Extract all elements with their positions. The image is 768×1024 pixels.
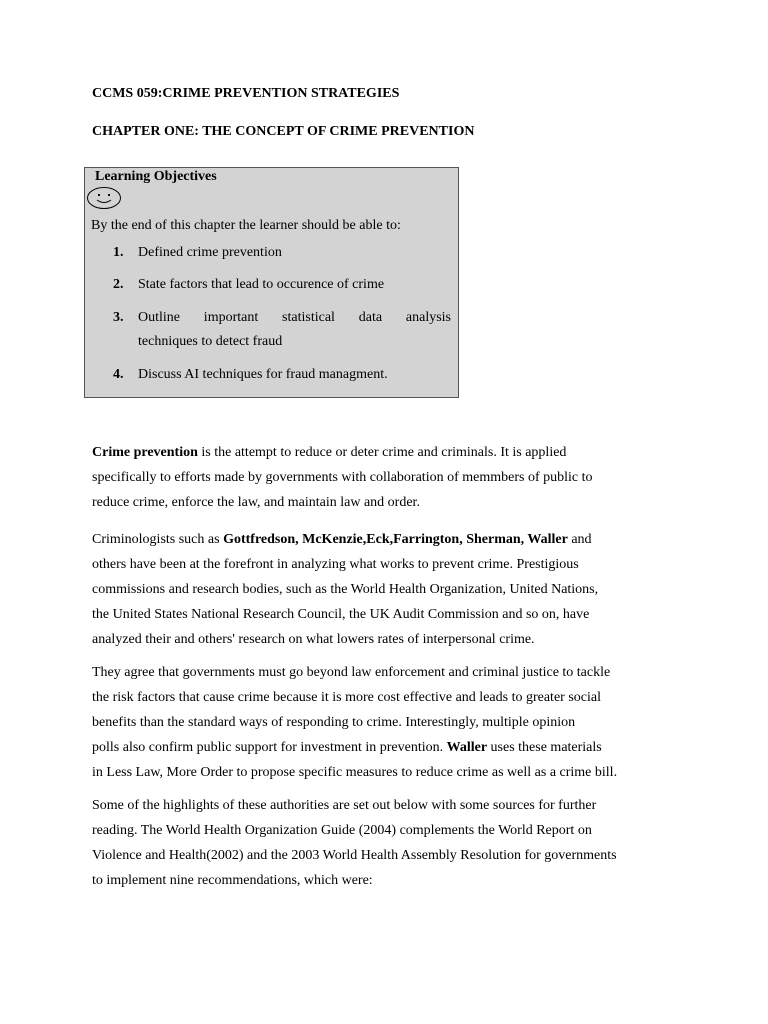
text-line: the United States National Research Council, the UK Audit Commission and so on, have: [92, 607, 590, 622]
text-line: others have been at the forefront in analyzing what works to prevent crime. Prestigious: [92, 557, 579, 572]
text-line: analyzed their and others' research on what lowers rates of interpersonal crime.: [92, 632, 535, 647]
paragraph-highlights: [92, 793, 617, 893]
objective-number: 3.: [113, 310, 124, 325]
text-line: Violence and Health(2002) and the 2003 World Health Assembly Resolution for governments: [92, 848, 617, 863]
text-line: Criminologists such as: [92, 532, 224, 547]
text-line: reading. The World Health Organization Guide (2004) complements the World Report on: [92, 823, 592, 838]
text-line: is the attempt to reduce or deter crime and criminals. It is applied: [197, 445, 567, 460]
bold-term: Crime prevention: [92, 445, 198, 460]
bold-name: Waller: [446, 740, 488, 755]
objective-item: [113, 241, 451, 265]
paragraph-crime-prevention: [92, 440, 593, 515]
objective-item: [113, 306, 451, 354]
objective-number: 2.: [113, 277, 124, 292]
text-line: to implement nine recommendations, which were:: [92, 873, 373, 888]
text-line: the risk factors that cause crime because it is more cost effective and leads to greater social: [92, 690, 601, 705]
text-line: benefits than the standard ways of responding to crime. Interestingly, multiple opinion: [92, 715, 576, 730]
objective-text: techniques to detect fraud: [138, 334, 283, 349]
text-line: reduce crime, enforce the law, and maintain law and order.: [92, 495, 420, 510]
course-title: CCMS 059:CRIME PREVENTION STRATEGIES: [92, 86, 400, 101]
paragraph-governments: [92, 660, 617, 785]
objective-number: 4.: [113, 367, 124, 382]
objective-item: [113, 363, 451, 387]
text-line: specifically to efforts made by governments with collaboration of memmbers of public to: [92, 470, 593, 485]
text-line: polls also confirm public support for investment in prevention.: [92, 740, 447, 755]
smiley-face-icon: [86, 186, 122, 210]
objective-number: 1.: [113, 245, 124, 260]
objective-text: State factors that lead to occurence of crime: [138, 277, 385, 292]
chapter-title: CHAPTER ONE: THE CONCEPT OF CRIME PREVENTION: [92, 124, 475, 139]
objectives-intro: By the end of this chapter the learner should be able to:: [91, 218, 401, 233]
objective-item: [113, 273, 451, 297]
objective-text: Outline important statistical data analysis: [138, 310, 451, 325]
text-line: They agree that governments must go beyond law enforcement and criminal justice to tackle: [92, 665, 611, 680]
bold-names: Gottfredson, McKenzie,Eck,Farrington, Sherman, Waller: [223, 532, 568, 547]
objective-text: Defined crime prevention: [138, 245, 282, 260]
text-line: and: [567, 532, 592, 547]
objective-text: Discuss AI techniques for fraud managment.: [138, 367, 388, 382]
text-line: in Less Law, More Order to propose specific measures to reduce crime as well as a crime bill.: [92, 765, 618, 780]
text-line: uses these materials: [487, 740, 602, 755]
text-line: Some of the highlights of these authorities are set out below with some sources for further: [92, 798, 597, 813]
learning-objectives-box: [84, 167, 459, 398]
text-line: commissions and research bodies, such as the World Health Organization, United Nations,: [92, 582, 599, 597]
paragraph-criminologists: [92, 527, 598, 652]
learning-objectives-heading: Learning Objectives: [95, 169, 217, 184]
